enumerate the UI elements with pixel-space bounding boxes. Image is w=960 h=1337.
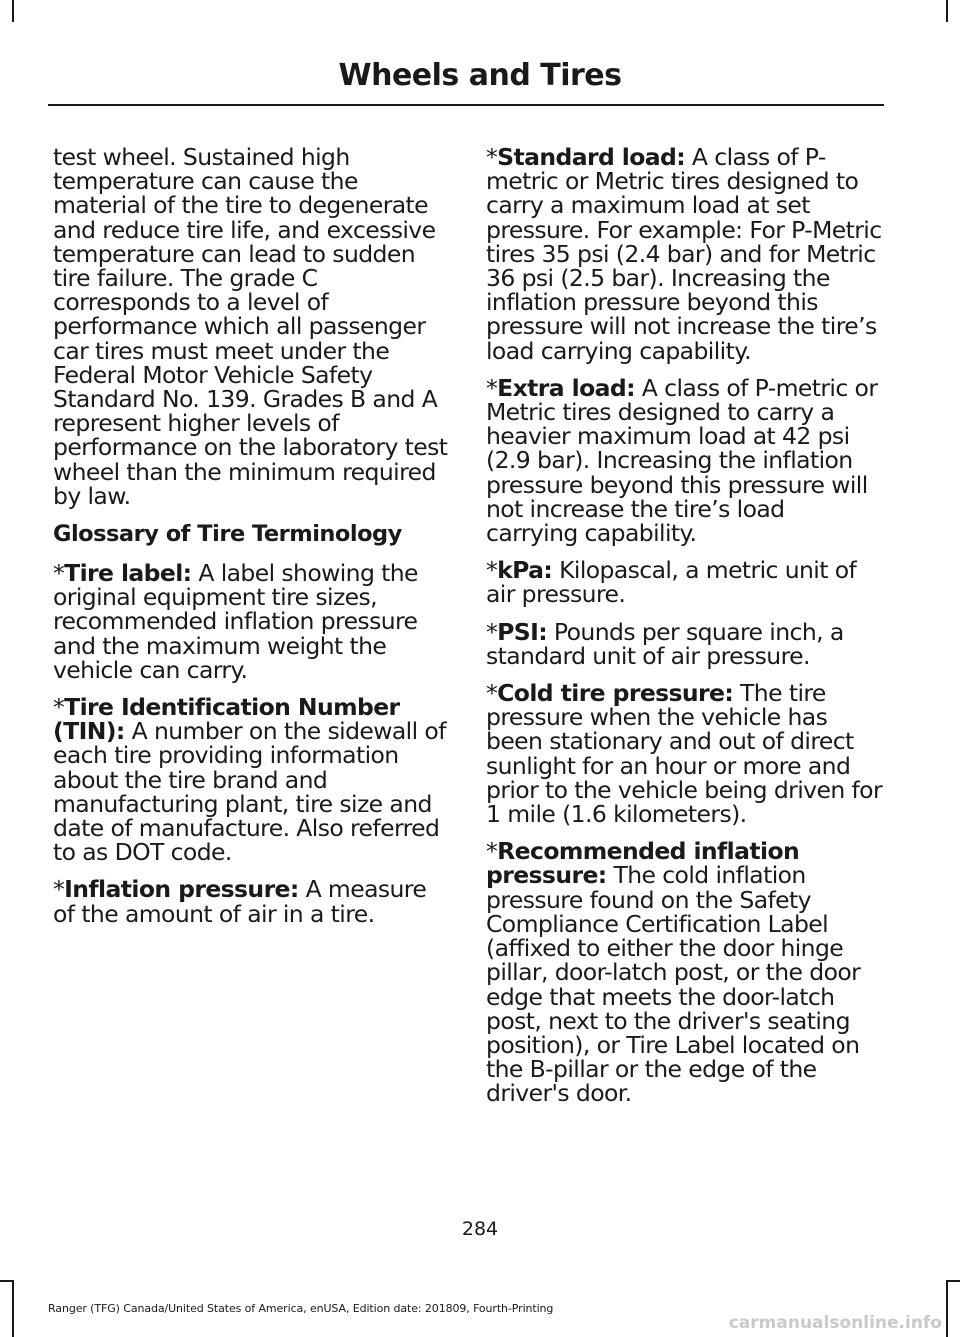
entry-term: Extra load:: [497, 373, 635, 402]
glossary-heading: Glossary of Tire Terminology: [53, 521, 402, 548]
left-column: [53, 145, 449, 939]
glossary-entry-standard-load: [486, 145, 882, 363]
entry-definition: Pounds per square inch, a standard unit of air pressure.: [486, 617, 844, 670]
crop-mark-bottom-right-h: [946, 1280, 960, 1282]
crop-mark-bottom-right: [946, 1280, 948, 1337]
header-divider: [48, 104, 884, 106]
entry-term: Cold tire pressure:: [497, 679, 734, 708]
edition-footer: Ranger (TFG) Canada/United States of America, enUSA, Edition date: 201809, Fourth-Printing: [48, 1302, 554, 1315]
entry-term: Tire label:: [64, 559, 192, 588]
entry-term: Inflation pressure:: [64, 875, 299, 904]
crop-mark-bottom-left: [12, 1280, 14, 1337]
glossary-entry-extra-load: [486, 373, 882, 548]
entry-prefix: *: [53, 875, 65, 904]
watermark: carmanualsonline.info: [728, 1313, 942, 1333]
entry-prefix: *: [486, 679, 498, 708]
entry-prefix: *: [486, 617, 498, 646]
glossary-entry-psi: [486, 617, 882, 670]
page-number: 284: [461, 1218, 499, 1240]
glossary-entry-cold-tire-pressure: [486, 679, 883, 829]
crop-mark-top-left: [12, 0, 14, 22]
crop-mark-top-right: [946, 0, 948, 22]
crop-mark-bottom-left-h: [0, 1280, 14, 1282]
entry-term: PSI:: [497, 617, 548, 646]
entry-term: kPa:: [497, 556, 553, 585]
right-column: [486, 145, 882, 1119]
intro-paragraph: test wheel. Sustained high temperature can cause the material of the tire to degenerate and reduce tire life, and excessive temperature can lead to sudden tire failure. The grade C corresponds to a level of performance which all passenger car tires must meet under the Federal Motor Vehicle Safety Standard No. 139. Grades B and A represent higher levels of performance on the laboratory test wheel than the minimum required by law.: [53, 143, 448, 510]
entry-prefix: *: [486, 556, 498, 585]
page-title: Wheels and Tires: [338, 58, 622, 93]
glossary-entry-inflation-pressure: [53, 875, 449, 928]
entry-definition: A measure of the amount of air in a tire.: [53, 875, 427, 928]
entry-definition: Kilopascal, a metric unit of air pressure.: [486, 556, 857, 609]
glossary-entry-recommended-inflation-pressure: [486, 837, 882, 1108]
entry-prefix: *: [486, 373, 498, 402]
entry-prefix: *: [53, 559, 65, 588]
glossary-entry-tire-label: [53, 561, 449, 682]
entry-prefix: *: [486, 143, 498, 171]
entry-term: Standard load:: [497, 143, 686, 171]
entry-prefix: *: [53, 693, 65, 722]
glossary-entry-tin: [53, 693, 449, 867]
entry-definition: The cold inflation pressure found on the Safety Compliance Certification Label (affixed to either the door hinge pillar, door-latch post, or the door edge that meets the door-latch post, next to the driver's seating position), or Tire Label located on the B-pillar or the edge of the driver's door.: [486, 861, 861, 1108]
entry-term: Tire Identification Number (TIN):: [53, 693, 400, 746]
entry-definition: A class of P-metric or Metric tires designed to carry a maximum load at set pressure. For example: For P-Metric tires 35 psi (2.4 bar) and for Metric 36 psi (2.5 bar). Increasing the inflation pressure beyond this pressure will not increase the tire’s load carrying capability.: [486, 143, 882, 365]
glossary-entry-kpa: [486, 556, 882, 609]
entry-definition: A number on the sidewall of each tire providing information about the tire brand and manufacturing plant, tire size and date of manufacture. Also referred to as DOT code.: [53, 717, 446, 867]
entry-definition: The tire pressure when the vehicle has been stationary and out of direct sunlight for an hour or more and prior to the vehicle being driven for 1 mile (1.6 kilometers).: [486, 679, 883, 829]
entry-definition: A class of P-metric or Metric tires designed to carry a heavier maximum load at 42 psi (2.9 bar). Increasing the inflation pressure beyond this pressure will not increase the tire’s load carrying capability.: [486, 373, 878, 548]
entry-prefix: *: [486, 837, 498, 866]
entry-term: Recommended inflation pressure:: [486, 837, 800, 890]
entry-definition: A label showing the original equipment tire sizes, recommended inflation pressure and the maximum weight the vehicle can carry.: [53, 559, 418, 684]
